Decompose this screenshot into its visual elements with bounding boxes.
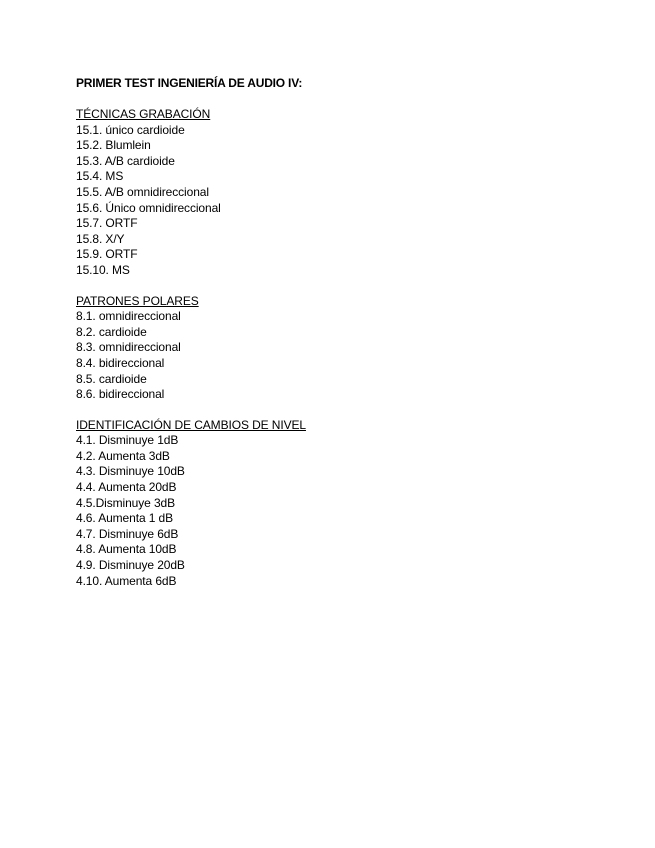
list-item: 15.10. MS	[76, 262, 130, 277]
list-item: 15.3. A/B cardioide	[76, 153, 175, 168]
list-item: 4.3. Disminuye 10dB	[76, 464, 185, 479]
list-item: 15.1. único cardioide	[76, 122, 185, 137]
list-item: 4.1. Disminuye 1dB	[76, 433, 179, 448]
list-item: 8.5. cardioide	[76, 371, 147, 386]
list-item: 4.9. Disminuye 20dB	[76, 558, 185, 573]
list-item: 15.4. MS	[76, 169, 124, 184]
list-item: 4.2. Aumenta 3dB	[76, 448, 170, 463]
document-page	[76, 76, 616, 604]
list-item: 15.2. Blumlein	[76, 138, 151, 153]
list-item: 4.10. Aumenta 6dB	[76, 573, 177, 588]
list-item: 15.8. X/Y	[76, 231, 125, 246]
list-item: 4.6. Aumenta 1 dB	[76, 511, 174, 526]
section-heading: PATRONES POLARES	[76, 293, 199, 308]
list-item: 8.2. cardioide	[76, 324, 147, 339]
list-item: 4.4. Aumenta 20dB	[76, 480, 177, 495]
list-item: 4.5.Disminuye 3dB	[76, 495, 176, 510]
list-item: 8.1. omnidireccional	[76, 309, 181, 324]
section-patrones-polares	[76, 294, 616, 403]
section-identificacion-cambios-nivel	[76, 418, 616, 590]
list-item: 4.8. Aumenta 10dB	[76, 542, 177, 557]
section-heading: IDENTIFICACIÓN DE CAMBIOS DE NIVEL	[76, 417, 306, 432]
section-tecnicas-grabacion	[76, 107, 616, 279]
list-item: 8.3. omnidireccional	[76, 340, 181, 355]
section-heading: TÉCNICAS GRABACIÓN	[76, 107, 211, 121]
list-item: 8.4. bidireccional	[76, 355, 165, 370]
list-item: 15.7. ORTF	[76, 216, 138, 231]
list-item: 4.7. Disminuye 6dB	[76, 526, 179, 541]
document-title: PRIMER TEST INGENIERÍA DE AUDIO IV:	[76, 76, 303, 90]
list-item: 15.6. Único omnidireccional	[76, 200, 221, 215]
list-item: 15.5. A/B omnidireccional	[76, 184, 209, 199]
list-item: 15.9. ORTF	[76, 247, 138, 262]
list-item: 8.6. bidireccional	[76, 387, 165, 402]
